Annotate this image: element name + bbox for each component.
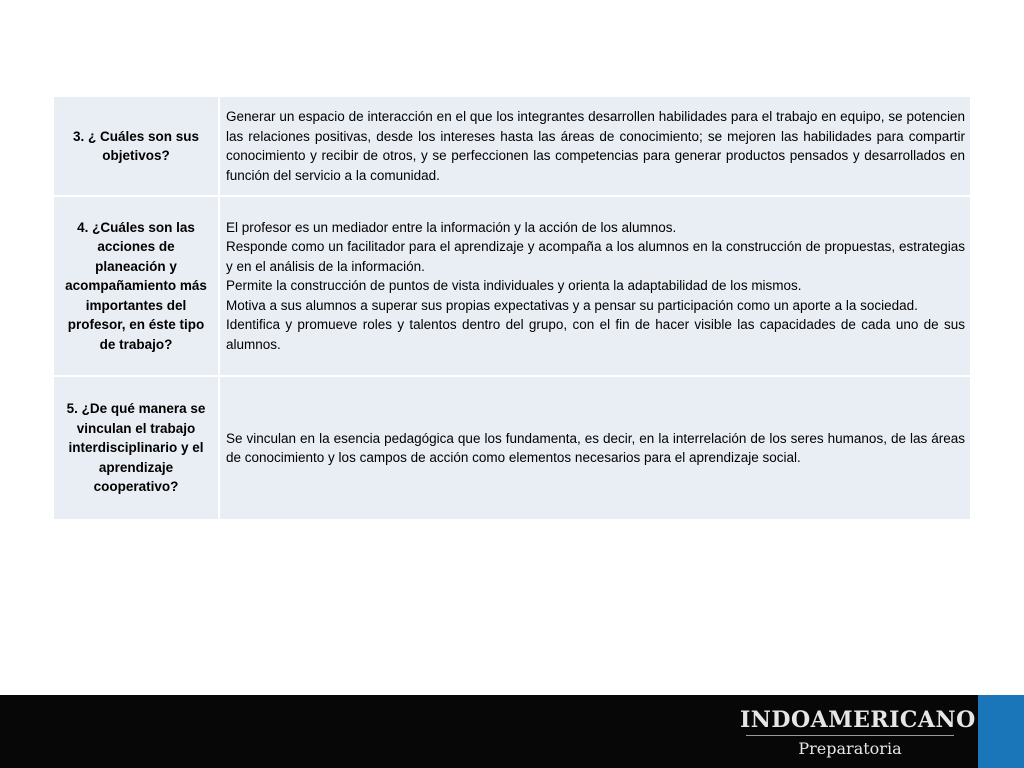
qa-table	[52, 95, 972, 521]
footer-bar	[0, 695, 1024, 768]
question-text: 4. ¿Cuáles son las acciones de planeación y acompañamiento más importantes del profesor, en éste tipo de trabajo?	[65, 219, 207, 352]
answer-cell	[219, 196, 971, 376]
answer-paragraph: Permite la construcción de puntos de vista individuales y orienta la adaptabilidad de los mismos.	[226, 278, 802, 294]
table-row	[53, 196, 971, 376]
answer-paragraph: Motiva a sus alumnos a superar sus propias expectativas y a pensar su participación como un aporte a la sociedad.	[226, 297, 918, 313]
footer-accent-block	[978, 695, 1024, 768]
question-text: 3. ¿ Cuáles son sus objetivos?	[72, 128, 200, 163]
table-row	[53, 376, 971, 520]
answer-cell	[219, 96, 971, 196]
brand-name: INDOAMERICANO	[740, 707, 976, 733]
answer-paragraph: El profesor es un mediador entre la información y la acción de los alumnos.	[226, 219, 677, 235]
answer-paragraph: Se vinculan en la esencia pedagógica que los fundamenta, es decir, en la interrelación de los seres humanos, de las áreas de conocimiento y los campos de acción como elementos necesarios para el aprendizaje social.	[226, 430, 965, 465]
brand-subtitle: Preparatoria	[798, 739, 902, 758]
question-text: 5. ¿De qué manera se vinculan el trabajo interdisciplinario y el aprendizaje cooperativo?	[66, 401, 206, 495]
brand-divider	[746, 735, 954, 736]
question-cell	[53, 96, 219, 196]
answer-paragraph: Identifica y promueve roles y talentos dentro del grupo, con el fin de hacer visible las capacidades de cada uno de sus alumnos.	[226, 317, 965, 352]
table-row	[53, 96, 971, 196]
answer-paragraph: Generar un espacio de interacción en el que los integrantes desarrollen habilidades para el trabajo en equipo, se potencien las relaciones positivas, desde los intereses hasta las áreas de conocimiento; se mejoren las habilidades para compartir conocimiento y recibir de otros, y se perfeccionen las competencias para generar productos pensados y desarrollados en función del servicio a la comunidad.	[226, 109, 965, 183]
answer-cell	[219, 376, 971, 520]
question-cell	[53, 376, 219, 520]
brand-logo	[740, 707, 976, 759]
answer-paragraph: Responde como un facilitador para el aprendizaje y acompaña a los alumnos en la construcción de propuestas, estrategias y en el análisis de la información.	[226, 239, 965, 274]
content-table	[52, 95, 972, 521]
question-cell	[53, 196, 219, 376]
